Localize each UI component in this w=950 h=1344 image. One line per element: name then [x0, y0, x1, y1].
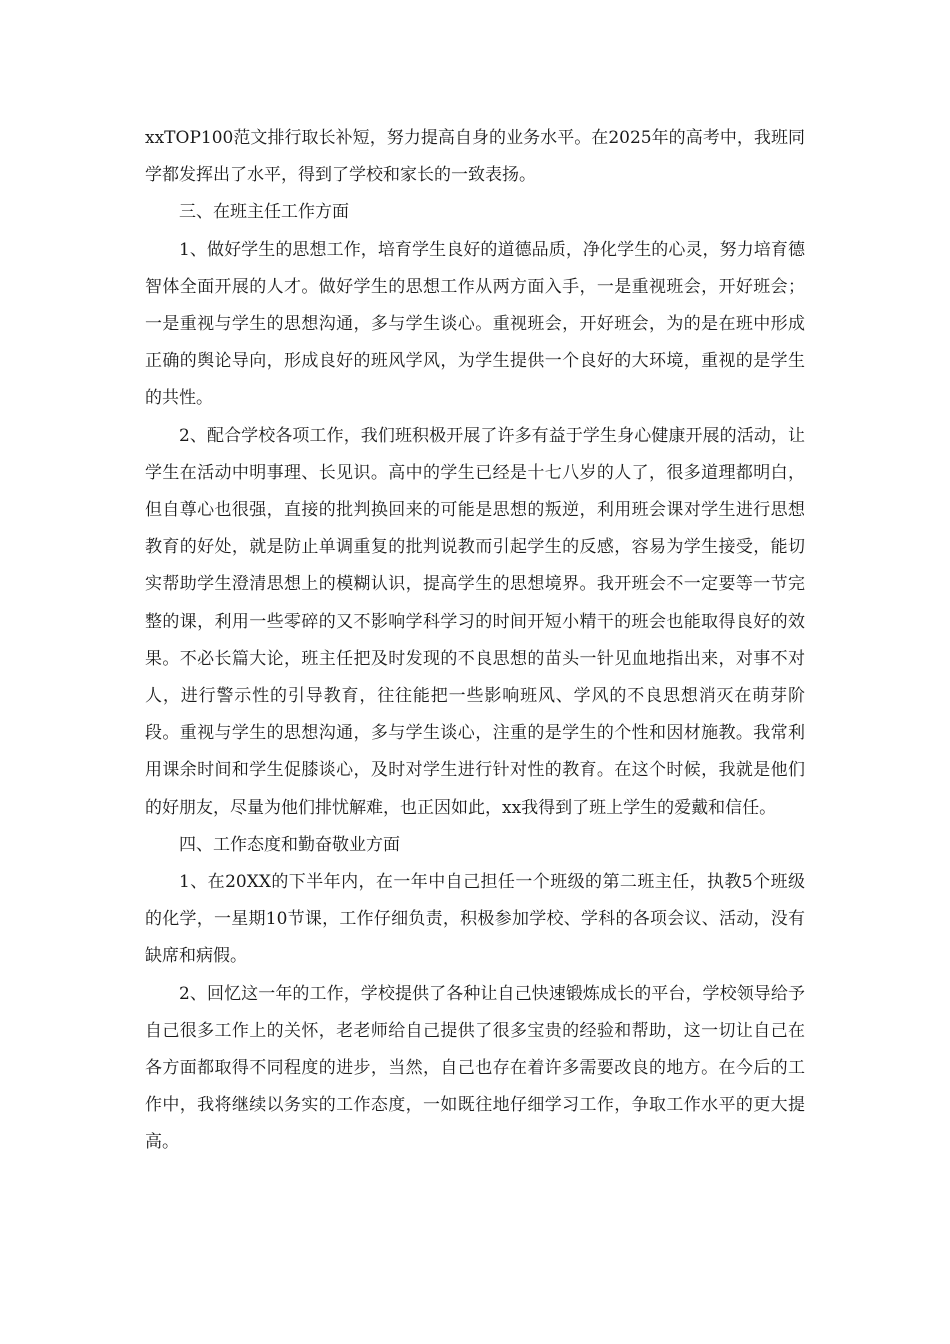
paragraph-year-review: 2、回忆这一年的工作，学校提供了各种让自己快速锻炼成长的平台，学校领导给予自己很多工作上的关怀，老老师给自己提供了很多宝贵的经验和帮助，这一切让自己在各方面都取得不同程度的进步，当然，自己也存在着许多需要改良的地方。在今后的工作中，我将继续以务实的工作态度，一如既往地仔细学习工作，争取工作水平的更大提高。: [145, 983, 805, 1153]
document-body: [145, 120, 805, 1162]
section-heading-class-teacher-work: 三、在班主任工作方面: [179, 202, 349, 223]
paragraph-intro: xxTOP100范文排行取长补短，努力提高自身的业务水平。在2025年的高考中，我班同学都发挥出了水平，得到了学校和家长的一致表扬。: [145, 128, 805, 186]
paragraph-teaching-duties: 1、在20XX的下半年内，在一年中自己担任一个班级的第二班主任，执教5个班级的化学，一星期10节课，工作仔细负责，积极参加学校、学科的各项会议、活动，没有缺席和病假。: [145, 872, 805, 967]
paragraph-school-activities: 2、配合学校各项工作，我们班积极开展了许多有益于学生身心健康开展的活动，让学生在活动中明事理、长见识。高中的学生已经是十七八岁的人了，很多道理都明白，但自尊心也很强，直接的批判换回来的可能是思想的叛逆，利用班会课对学生进行思想教育的好处，就是防止单调重复的批判说教而引起学生的反感，容易为学生接受，能切实帮助学生澄清思想上的模糊认识，提高学生的思想境界。我开班会不一定要等一节完整的课，利用一些零碎的又不影响学科学习的时间开短小精干的班会也能取得良好的效果。不必长篇大论，班主任把及时发现的不良思想的苗头一针见血地指出来，对事不对人，进行警示性的引导教育，往往能把一些影响班风、学风的不良思想消灭在萌芽阶段。重视与学生的思想沟通，多与学生谈心，注重的是学生的个性和因材施教。我常利用课余时间和学生促膝谈心，及时对学生进行针对性的教育。在这个时候，我就是他们的好朋友，尽量为他们排忧解难，也正因如此，xx我得到了班上学生的爱戴和信任。: [145, 425, 805, 818]
paragraph-thought-work: 1、做好学生的思想工作，培育学生良好的道德品质，净化学生的心灵，努力培育德智体全面开展的人才。做好学生的思想工作从两方面入手，一是重视班会，开好班会；一是重视与学生的思想沟通，多与学生谈心。重视班会，开好班会，为的是在班中形成正确的舆论导向，形成良好的班风学风，为学生提供一个良好的大环境，重视的是学生的共性。: [145, 239, 805, 409]
section-heading-work-attitude: 四、工作态度和勤奋敬业方面: [179, 834, 400, 855]
